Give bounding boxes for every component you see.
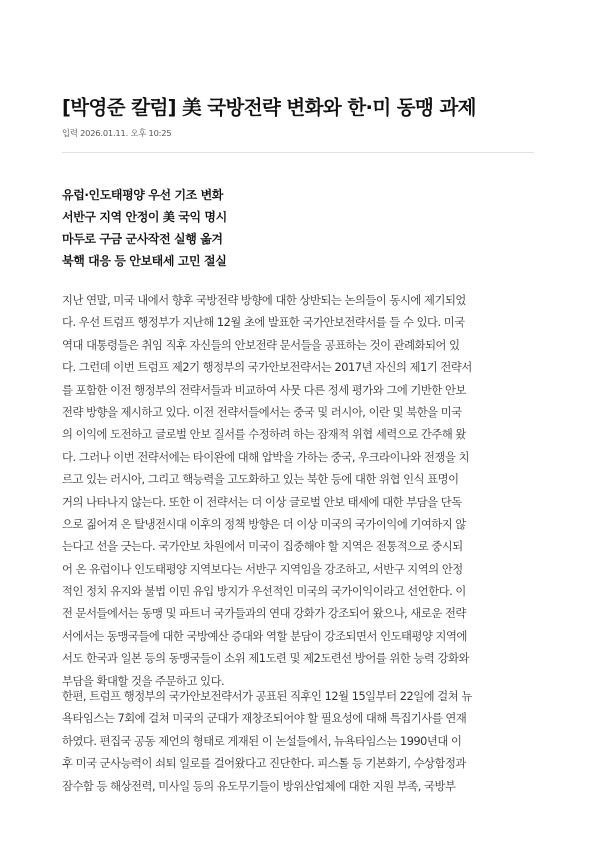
body-line: 부담을 확대할 것을 주문하고 있다.	[62, 674, 225, 688]
body-line: 후 미국 군사능력이 쇠퇴 일로를 걸어왔다고 진단한다. 피스톨 등 기본화기, 수상함정과	[62, 757, 466, 771]
subheadline: 북핵 대응 등 안보태세 고민 절실	[62, 254, 227, 268]
body-line: 한편, 트럼프 행정부의 국가안보전략서가 공표된 직후인 12월 15일부터 22일에 걸쳐 뉴	[62, 690, 472, 703]
body-line: 는다고 선을 긋는다. 국가안보 차원에서 미국이 집중해야 할 지역은 전통적으로 중시되	[62, 540, 463, 554]
body-line: 하였다. 편집국 공동 제언의 형태로 게재된 이 논설들에서, 뉴욕타임스는 1990년대 이	[62, 734, 462, 748]
body-line: 다. 그런데 이번 트럼프 제2기 행정부의 국가안보전략서는 2017년 자신의 제1기 전략서	[62, 361, 472, 375]
body-line: 으로 짊어져 온 탈냉전시대 이후의 정책 방향은 더 이상 미국의 국가이익에 기여하지 않	[62, 517, 466, 531]
body-line: 잠수함 등 해상전력, 미사일 등의 유도무기들이 방위산업체에 대한 지원 부족, 국방부	[62, 779, 456, 793]
body-line: 욕타임스는 7회에 걸쳐 미국의 군대가 재창조되어야 할 필요성에 대해 특집기사를 연재	[62, 712, 467, 726]
body-line: 다. 우선 트럼프 행정부가 지난해 12월 초에 발표한 국가안보전략서를 들 수 있다. 미국	[62, 316, 465, 330]
body-paragraph-2	[62, 686, 538, 798]
subheadline: 서반구 지역 안정이 美 국익 명시	[62, 210, 227, 224]
body-paragraph-1	[62, 290, 538, 693]
body-line: 를 포함한 이전 행정부의 전략서들과 비교하여 사뭇 다른 정세 평가와 그에 기반한 안보	[62, 383, 466, 397]
body-line: 다. 그러나 이번 전략서에는 타이완에 대해 압박을 가하는 중국, 우크라이나와 전쟁을 치	[62, 450, 470, 464]
body-line: 거의 나타나지 않는다. 또한 이 전략서는 더 이상 글로벌 안보 태세에 대한 부담을 단독	[62, 495, 462, 509]
body-line: 역대 대통령들은 취임 직후 자신들의 안보전략 문서들을 공표하는 것이 관례화되어 있	[62, 338, 460, 352]
body-line: 서도 한국과 일본 등의 동맹국들이 소위 제1도련 및 제2도련선 방어를 위한 능력 강화와	[62, 652, 469, 666]
body-line: 서에서는 동맹국들에 대한 국방예산 증대와 역할 분담이 강조되면서 인도태평양 지역에	[62, 629, 467, 643]
article-dateline: 입력 2026.01.11. 오후 10:25	[62, 128, 172, 138]
subheadline: 마두로 구금 군사작전 실행 옮겨	[62, 232, 223, 246]
article-headline: [박영준 칼럼] 美 국방전략 변화와 한·미 동맹 과제	[62, 96, 476, 119]
subheadline: 유럽·인도태평양 우선 기조 변화	[62, 188, 223, 202]
body-line: 의 이익에 도전하고 글로벌 안보 질서를 수정하려 하는 잠재적 위협 세력으로 간주해 왔	[62, 428, 466, 442]
body-line: 전 문서들에서는 동맹 및 파트너 국가들과의 연대 강화가 강조되어 왔으나, 새로운 전략	[62, 607, 466, 621]
body-line: 어 온 유럽이나 인도태평양 지역보다는 서반구 지역임을 강조하고, 서반구 지역의 안정	[62, 562, 463, 576]
header-divider	[62, 152, 534, 153]
body-line: 르고 있는 러시아, 그리고 핵능력을 고도화하고 있는 북한 등에 대한 위협 인식 표명이	[62, 473, 459, 487]
body-line: 전략 방향을 제시하고 있다. 이전 전략서들에서는 중국 및 러시아, 이란 및 북한을 미국	[62, 405, 462, 419]
subheadline-list	[62, 184, 522, 272]
body-line: 적인 정치 유지와 불법 이민 유입 방지가 우선적인 미국의 국가이익이라고 선언한다. 이	[62, 585, 466, 599]
body-line: 지난 연말, 미국 내에서 향후 국방전략 방향에 대한 상반되는 논의들이 동시에 제기되었	[62, 294, 466, 307]
